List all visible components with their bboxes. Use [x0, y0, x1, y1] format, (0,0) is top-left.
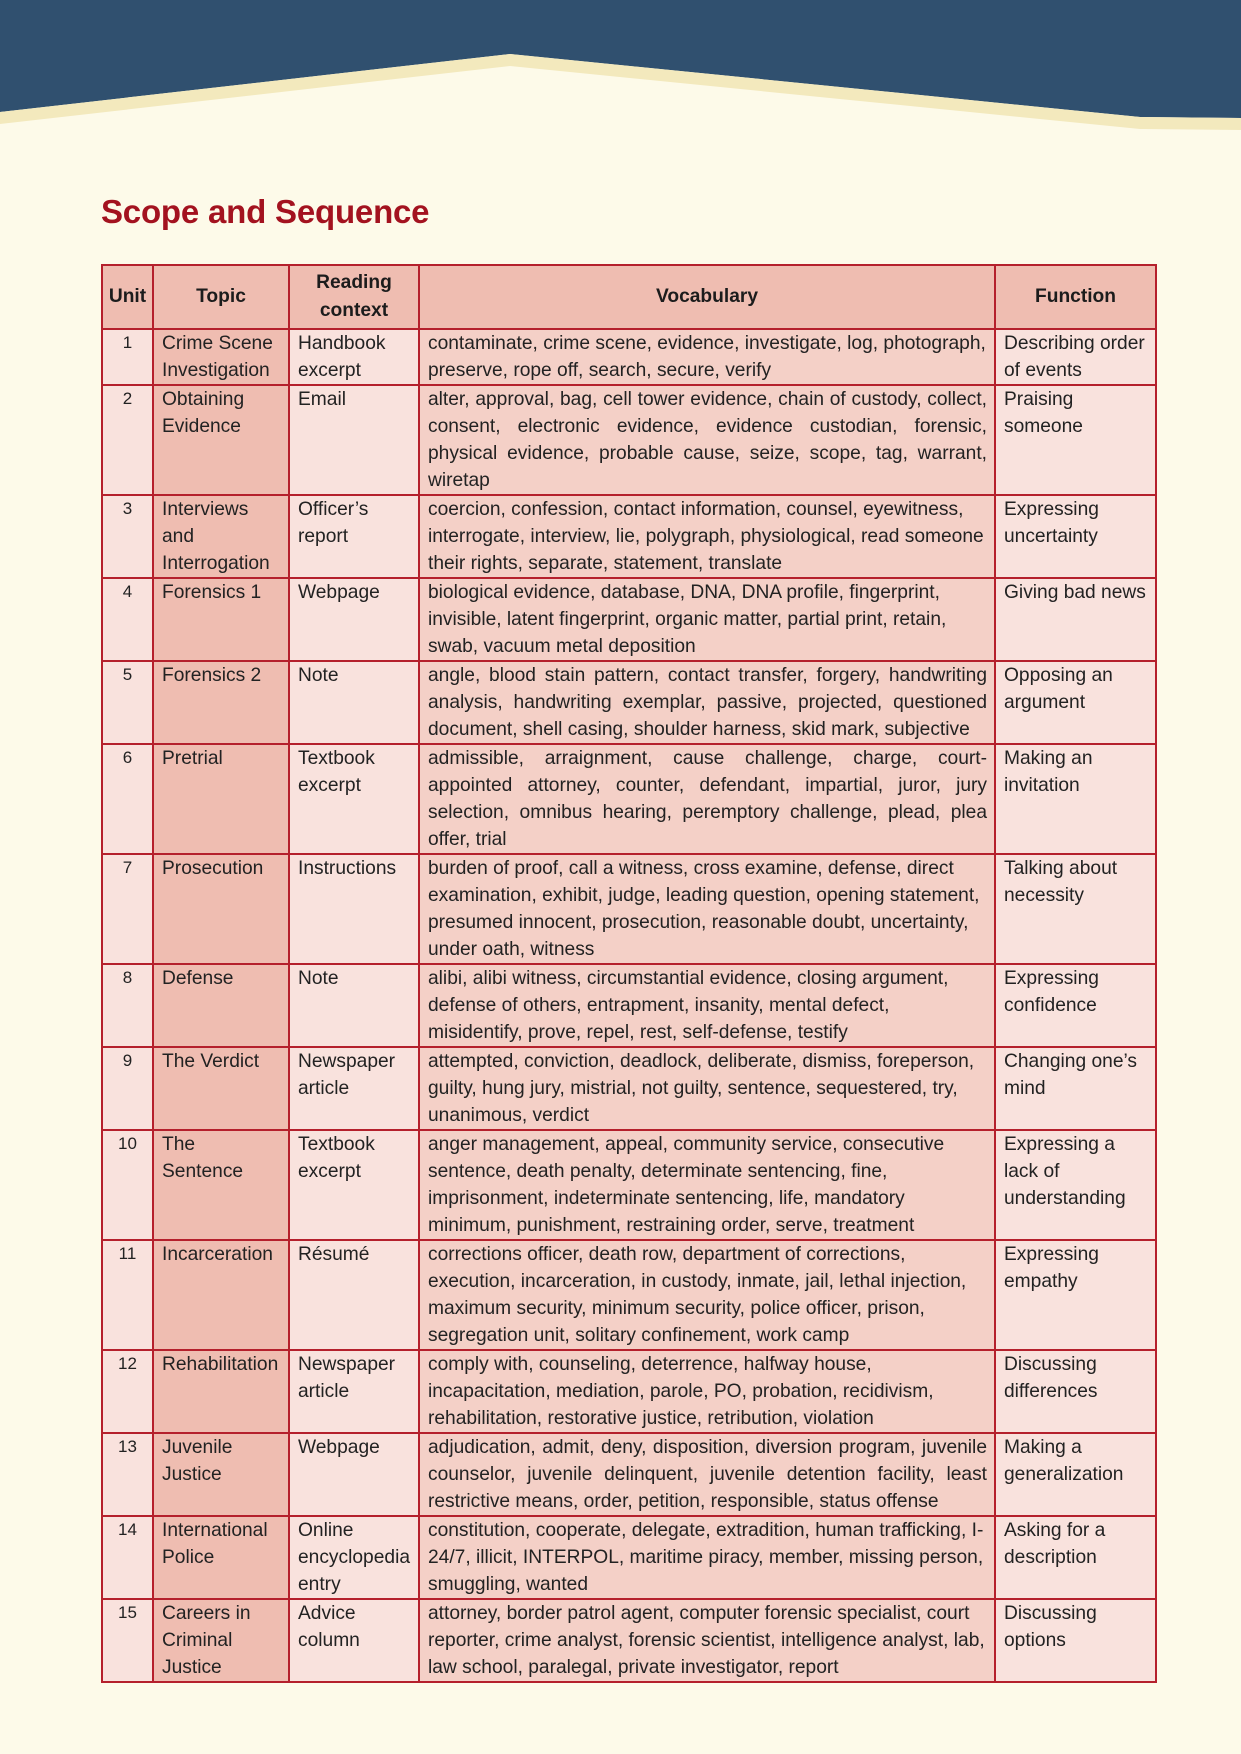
table-row — [102, 1516, 1156, 1599]
header-band-shape — [0, 0, 1241, 130]
reading-context-cell: Email — [289, 385, 419, 495]
unit-number: 13 — [118, 1437, 137, 1456]
function-cell: Expressing a lack of understanding — [995, 1130, 1156, 1240]
table-row — [102, 1047, 1156, 1130]
table-row — [102, 385, 1156, 495]
unit-cell — [102, 854, 153, 964]
unit-cell — [102, 1240, 153, 1350]
topic-cell: Interviews and Interrogation — [153, 495, 289, 578]
column-header-vocabulary: Vocabulary — [419, 265, 995, 329]
table-row — [102, 661, 1156, 744]
table-header-row — [102, 265, 1156, 329]
header-band — [0, 0, 1241, 130]
table-row — [102, 1350, 1156, 1433]
column-header-function: Function — [995, 265, 1156, 329]
reading-context-cell: Textbook excerpt — [289, 1130, 419, 1240]
unit-cell — [102, 1599, 153, 1682]
vocabulary-cell: constitution, cooperate, delegate, extradition, human trafficking, I-24/7, illicit, INTERPOL, maritime piracy, member, missing person, smuggling, wanted — [419, 1516, 995, 1599]
unit-cell — [102, 744, 153, 854]
topic-cell: Incarceration — [153, 1240, 289, 1350]
function-cell: Praising someone — [995, 385, 1156, 495]
table-row — [102, 744, 1156, 854]
unit-cell — [102, 495, 153, 578]
function-cell: Discussing differences — [995, 1350, 1156, 1433]
topic-cell: Prosecution — [153, 854, 289, 964]
reading-context-cell: Note — [289, 661, 419, 744]
unit-cell — [102, 1350, 153, 1433]
table-row — [102, 329, 1156, 385]
unit-cell — [102, 1130, 153, 1240]
topic-cell: The Sentence — [153, 1130, 289, 1240]
topic-cell: Rehabilitation — [153, 1350, 289, 1433]
vocabulary-cell: contaminate, crime scene, evidence, investigate, log, photograph, preserve, rope off, search, secure, verify — [419, 329, 995, 385]
vocabulary-cell: biological evidence, database, DNA, DNA profile, fingerprint, invisible, latent fingerprint, organic matter, partial print, retain, swab, vacuum metal deposition — [419, 578, 995, 661]
function-cell: Talking about necessity — [995, 854, 1156, 964]
reading-context-cell: Instructions — [289, 854, 419, 964]
unit-number: 10 — [118, 1134, 137, 1153]
reading-context-cell: Newspaper article — [289, 1350, 419, 1433]
unit-cell — [102, 1047, 153, 1130]
reading-context-cell: Note — [289, 964, 419, 1047]
unit-number: 5 — [122, 665, 133, 684]
vocabulary-cell: admissible, arraignment, cause challenge, charge, court-appointed attorney, counter, defendant, impartial, juror, jury selection, omnibus hearing, peremptory challenge, plead, plea offer, trial — [419, 744, 995, 854]
topic-cell: Obtaining Evidence — [153, 385, 289, 495]
unit-cell — [102, 578, 153, 661]
reading-context-cell: Newspaper article — [289, 1047, 419, 1130]
reading-context-cell: Officer’s report — [289, 495, 419, 578]
vocabulary-cell: angle, blood stain pattern, contact transfer, forgery, handwriting analysis, handwriting exemplar, passive, projected, questioned document, shell casing, shoulder harness, skid mark, subjective — [419, 661, 995, 744]
vocabulary-cell: adjudication, admit, deny, disposition, diversion program, juvenile counselor, juvenile delinquent, juvenile detention facility, least restrictive means, order, petition, responsible, status offense — [419, 1433, 995, 1516]
unit-cell — [102, 661, 153, 744]
function-cell: Discussing options — [995, 1599, 1156, 1682]
page-title: Scope and Sequence — [101, 193, 430, 230]
reading-context-cell: Résumé — [289, 1240, 419, 1350]
table-row — [102, 1433, 1156, 1516]
reading-context-cell: Handbook excerpt — [289, 329, 419, 385]
unit-number: 4 — [122, 582, 133, 601]
topic-cell: Defense — [153, 964, 289, 1047]
function-cell: Making an invitation — [995, 744, 1156, 854]
reading-context-cell: Webpage — [289, 1433, 419, 1516]
vocabulary-cell: coercion, confession, contact information, counsel, eyewitness, interrogate, interview, lie, polygraph, physiological, read someone their rights, separate, statement, translate — [419, 495, 995, 578]
vocabulary-cell: attorney, border patrol agent, computer forensic specialist, court reporter, crime analyst, forensic scientist, intelligence analyst, lab, law school, paralegal, private investigator, report — [419, 1599, 995, 1682]
topic-cell: Careers in Criminal Justice — [153, 1599, 289, 1682]
table-row — [102, 495, 1156, 578]
unit-number: 3 — [122, 499, 133, 518]
scope-sequence-table — [101, 264, 1157, 1683]
function-cell: Describing order of events — [995, 329, 1156, 385]
topic-cell: Forensics 1 — [153, 578, 289, 661]
table-row — [102, 1599, 1156, 1682]
unit-number: 9 — [122, 1051, 133, 1070]
vocabulary-cell: corrections officer, death row, department of corrections, execution, incarceration, in custody, inmate, jail, lethal injection, maximum security, minimum security, police officer, prison, segregation unit, solitary confinement, work camp — [419, 1240, 995, 1350]
vocabulary-cell: burden of proof, call a witness, cross examine, defense, direct examination, exhibit, judge, leading question, opening statement, presumed innocent, prosecution, reasonable doubt, uncertainty, under oath, witness — [419, 854, 995, 964]
table-row — [102, 578, 1156, 661]
topic-cell: Crime Scene Investigation — [153, 329, 289, 385]
unit-cell — [102, 385, 153, 495]
table-row — [102, 854, 1156, 964]
function-cell: Asking for a description — [995, 1516, 1156, 1599]
unit-cell — [102, 964, 153, 1047]
vocabulary-cell: anger management, appeal, community service, consecutive sentence, death penalty, determinate sentencing, fine, imprisonment, indeterminate sentencing, life, mandatory minimum, punishment, restraining order, serve, treatment — [419, 1130, 995, 1240]
function-cell: Expressing uncertainty — [995, 495, 1156, 578]
table-row — [102, 964, 1156, 1047]
unit-number: 11 — [118, 1244, 137, 1263]
topic-cell: International Police — [153, 1516, 289, 1599]
unit-number: 15 — [118, 1603, 137, 1622]
function-cell: Making a generalization — [995, 1433, 1156, 1516]
table-row — [102, 1130, 1156, 1240]
topic-cell: Juvenile Justice — [153, 1433, 289, 1516]
unit-number: 14 — [118, 1520, 137, 1539]
reading-context-cell: Textbook excerpt — [289, 744, 419, 854]
table-row — [102, 1240, 1156, 1350]
reading-context-cell: Webpage — [289, 578, 419, 661]
vocabulary-cell: alter, approval, bag, cell tower evidence, chain of custody, collect, consent, electronic evidence, evidence custodian, forensic, physical evidence, probable cause, seize, scope, tag, warrant, wiretap — [419, 385, 995, 495]
unit-number: 12 — [118, 1354, 137, 1373]
vocabulary-cell: comply with, counseling, deterrence, halfway house, incapacitation, mediation, parole, PO, probation, recidivism, rehabilitation, restorative justice, retribution, violation — [419, 1350, 995, 1433]
column-header-topic: Topic — [153, 265, 289, 329]
unit-number: 7 — [122, 858, 133, 877]
topic-cell: Pretrial — [153, 744, 289, 854]
topic-cell: The Verdict — [153, 1047, 289, 1130]
topic-cell: Forensics 2 — [153, 661, 289, 744]
unit-number: 1 — [122, 333, 133, 352]
function-cell: Giving bad news — [995, 578, 1156, 661]
reading-context-cell: Advice column — [289, 1599, 419, 1682]
vocabulary-cell: alibi, alibi witness, circumstantial evidence, closing argument, defense of others, entrapment, insanity, mental defect, misidentify, prove, repel, rest, self-defense, testify — [419, 964, 995, 1047]
unit-cell — [102, 1433, 153, 1516]
function-cell: Expressing confidence — [995, 964, 1156, 1047]
column-header-reading-context: Reading context — [289, 265, 419, 329]
function-cell: Opposing an argument — [995, 661, 1156, 744]
unit-number: 2 — [122, 389, 133, 408]
unit-cell — [102, 1516, 153, 1599]
function-cell: Changing one’s mind — [995, 1047, 1156, 1130]
unit-cell — [102, 329, 153, 385]
column-header-unit: Unit — [102, 265, 153, 329]
reading-context-cell: Online encyclopedia entry — [289, 1516, 419, 1599]
unit-number: 6 — [122, 748, 133, 767]
unit-number: 8 — [122, 968, 133, 987]
function-cell: Expressing empathy — [995, 1240, 1156, 1350]
vocabulary-cell: attempted, conviction, deadlock, deliberate, dismiss, foreperson, guilty, hung jury, mistrial, not guilty, sentence, sequestered, try, unanimous, verdict — [419, 1047, 995, 1130]
